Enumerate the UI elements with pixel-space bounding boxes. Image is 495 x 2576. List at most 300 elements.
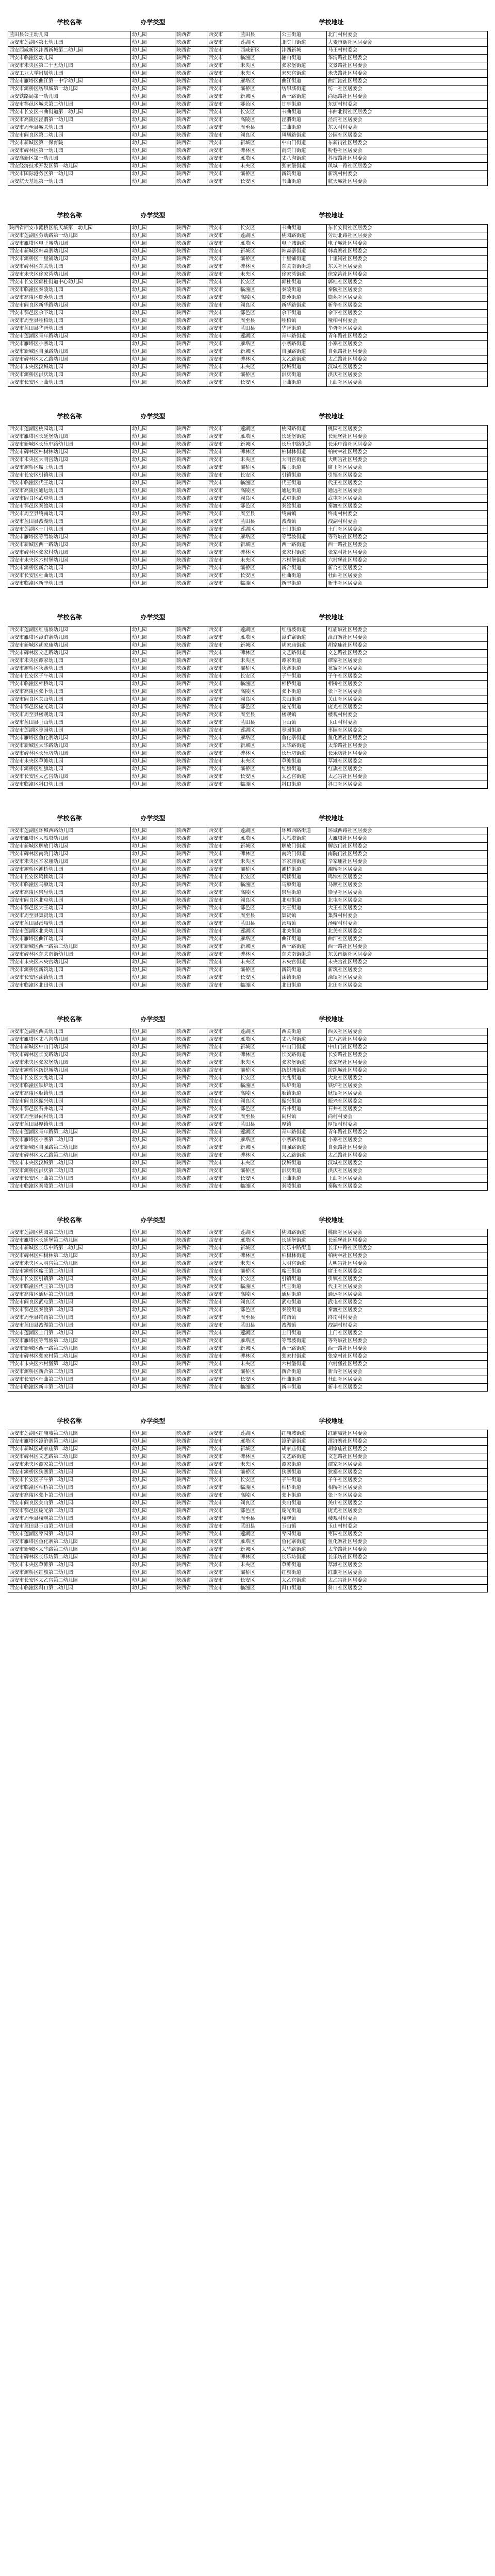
school-name-cell: 西安市鄠邑区秦渡幼儿园 [8,503,131,511]
header-school-name: 学校名称 [8,1211,131,1229]
table-row [8,897,488,905]
province-cell: 陕西省 [175,967,207,974]
district-cell: 未央区 [239,1461,280,1469]
community-cell: 尚德路社区居委会 [327,93,488,101]
city-cell: 西安市 [207,1361,239,1368]
province-cell: 陕西省 [175,557,207,565]
community-cell: 文艺路社区居委会 [327,650,488,657]
school-type-cell: 幼儿园 [131,1562,175,1569]
province-cell: 陕西省 [175,232,207,240]
street-cell: 长乐坊街道 [280,750,327,758]
province-cell: 陕西省 [175,503,207,511]
school-type-cell: 幼儿园 [131,982,175,990]
city-cell: 西安市 [207,178,239,186]
district-cell: 蓝田县 [239,719,280,727]
province-cell: 陕西省 [175,959,207,967]
community-cell: 公园社区居委会 [327,132,488,140]
school-name-cell: 西安市雁塔区鱼化寨第二幼儿园 [8,1538,131,1546]
community-cell: 洩湖村村委会 [327,518,488,526]
table-row [8,750,488,758]
community-cell: 王曲社区居委会 [327,1175,488,1183]
table-row [8,719,488,727]
district-cell: 临潼区 [239,781,280,789]
city-cell: 西安市 [207,1268,239,1276]
district-cell: 阎良区 [239,1098,280,1106]
district-cell: 莲湖区 [239,928,280,936]
school-name-cell: 西安市阎良区振兴幼儿园 [8,1098,131,1106]
community-cell: 小寨社区居委会 [327,341,488,348]
school-name-cell: 西安市碑林区文艺路幼儿园 [8,650,131,657]
city-cell: 西安市 [207,951,239,959]
city-cell: 西安市 [207,433,239,441]
table-row [8,240,488,248]
school-type-cell: 幼儿园 [131,310,175,317]
city-cell: 西安市 [207,1299,239,1307]
table-row [8,727,488,735]
province-cell: 陕西省 [175,1167,207,1175]
city-cell: 西安市 [207,1245,239,1252]
school-name-cell: 西安市阎良区武屯第二幼儿园 [8,1299,131,1307]
city-cell: 西安市 [207,750,239,758]
school-name-cell: 西安市周至县终南第二幼儿园 [8,1314,131,1322]
community-cell: 郭杜社区居委会 [327,279,488,286]
province-cell: 陕西省 [175,928,207,936]
district-cell: 阎良区 [239,1500,280,1507]
city-cell: 西安市 [207,735,239,742]
school-type-cell: 幼儿园 [131,1237,175,1245]
province-cell: 陕西省 [175,70,207,78]
district-cell: 碑林区 [239,263,280,271]
city-cell: 西安市 [207,147,239,155]
community-cell: 新筑村村委会 [327,171,488,178]
street-cell: 大明宫街道 [280,1260,327,1268]
community-cell: 厚镇村村委会 [327,1121,488,1129]
street-cell: 二曲街道 [280,124,327,132]
street-cell: 泾渭街道 [280,116,327,124]
province-cell: 陕西省 [175,225,207,232]
school-type-cell: 幼儿园 [131,843,175,851]
province-cell: 陕西省 [175,31,207,39]
school-type-cell: 幼儿园 [131,681,175,688]
province-cell: 陕西省 [175,325,207,333]
street-cell: 通远街道 [280,1291,327,1299]
table-row [8,1546,488,1554]
community-cell: 西关社区居委会 [327,1028,488,1036]
school-type-cell: 幼儿园 [131,1044,175,1052]
city-cell: 西安市 [207,565,239,572]
school-type-cell: 幼儿园 [131,1322,175,1330]
district-cell: 阎良区 [239,1299,280,1307]
school-name-cell: 西安市蓝田县洩湖第二幼儿园 [8,1322,131,1330]
community-cell: 汤峪村村委会 [327,920,488,928]
school-type-cell: 幼儿园 [131,1283,175,1291]
school-name-cell: 西安市雁塔区等驾坡第二幼儿园 [8,1337,131,1345]
community-cell: 纺一社区居委会 [327,86,488,93]
district-cell: 新城区 [239,541,280,549]
city-cell: 西安市 [207,781,239,789]
city-cell: 西安市 [207,503,239,511]
school-type-cell: 幼儿园 [131,912,175,920]
community-cell: 王曲社区居委会 [327,379,488,387]
city-cell: 西安市 [207,1075,239,1082]
school-type-cell: 幼儿园 [131,294,175,302]
district-cell: 新城区 [239,742,280,750]
province-cell: 陕西省 [175,1028,207,1036]
school-name-cell: 西安铁路局第一幼儿园 [8,93,131,101]
document-page [0,13,495,186]
school-name-cell: 西安市莲湖区环城西路幼儿园 [8,827,131,835]
city-cell: 西安市 [207,1260,239,1268]
street-cell: 子午街道 [280,1477,327,1484]
district-cell: 高陵区 [239,116,280,124]
school-name-cell: 西安市未央区草滩第二幼儿园 [8,1562,131,1569]
community-cell: 太乙宫社区居委会 [327,1577,488,1585]
community-cell: 韦曲北街社区居委会 [327,109,488,116]
table-row [8,1276,488,1283]
school-type-cell: 幼儿园 [131,1384,175,1392]
street-cell: 中山门街道 [280,1044,327,1052]
school-type-cell: 幼儿园 [131,1098,175,1106]
header-row [8,809,488,827]
table-row [8,1361,488,1368]
school-type-cell: 幼儿园 [131,1291,175,1299]
school-name-cell: 西安市临潼区铁炉幼儿园 [8,1082,131,1090]
school-name-cell: 西安市未央区徐家湾幼儿园 [8,271,131,279]
school-type-cell: 幼儿园 [131,348,175,356]
province-cell: 陕西省 [175,518,207,526]
street-cell: 张家村街道 [280,549,327,557]
district-cell: 莲湖区 [239,39,280,47]
school-name-cell: 西安市新城区西一路第三幼儿园 [8,1345,131,1353]
table-row [8,116,488,124]
school-name-cell: 西安市蓝田县玉山幼儿园 [8,719,131,727]
school-type-cell: 幼儿园 [131,1577,175,1585]
school-type-cell: 幼儿园 [131,657,175,665]
school-type-cell: 幼儿园 [131,1067,175,1075]
school-name-cell: 西安航天基地第一幼儿园 [8,178,131,186]
city-cell: 西安市 [207,487,239,495]
street-cell: 崇皇街道 [280,889,327,897]
school-type-cell: 幼儿园 [131,781,175,789]
community-cell: 谭家社区居委会 [327,1461,488,1469]
school-name-cell: 西安市临潼区相桥第二幼儿园 [8,1484,131,1492]
province-cell: 陕西省 [175,1129,207,1137]
street-cell: 胡家庙街道 [280,1446,327,1453]
city-cell: 西安市 [207,310,239,317]
community-cell: 长乐坊社区居委会 [327,1554,488,1562]
street-cell: 太乙宫街道 [280,773,327,781]
city-cell: 西安市 [207,1430,239,1438]
province-cell: 陕西省 [175,1121,207,1129]
province-cell: 陕西省 [175,1353,207,1361]
street-cell: 小寨路街道 [280,1137,327,1144]
school-name-cell: 西安市新城区解放门幼儿园 [8,843,131,851]
school-name-cell: 西安市碑林区太乙路幼儿园 [8,356,131,364]
school-name-cell: 西安市莲湖区桃园幼儿园 [8,426,131,433]
city-cell: 西安市 [207,1461,239,1469]
district-cell: 雁塔区 [239,835,280,843]
school-name-cell: 西安市鄠邑区大王幼儿园 [8,905,131,912]
province-cell: 陕西省 [175,681,207,688]
province-cell: 陕西省 [175,951,207,959]
city-cell: 西安市 [207,271,239,279]
community-cell: 大明宫社区居委会 [327,456,488,464]
province-cell: 陕西省 [175,426,207,433]
table-row [8,55,488,62]
table-row [8,1453,488,1461]
table-row [8,1144,488,1152]
street-cell: 红庙坡街道 [280,626,327,634]
street-cell: 等驾坡街道 [280,1337,327,1345]
province-cell: 陕西省 [175,1554,207,1562]
school-name-cell: 西安市灞桥区新筑幼儿园 [8,967,131,974]
table-row [8,874,488,882]
province-cell: 陕西省 [175,1376,207,1384]
table-row [8,93,488,101]
province-cell: 陕西省 [175,657,207,665]
city-cell: 西安市 [207,356,239,364]
community-cell: 相桥社区居委会 [327,1484,488,1492]
province-cell: 陕西省 [175,78,207,86]
table-row [8,132,488,140]
header-school-address: 学校地址 [175,809,488,827]
table-row [8,1554,488,1562]
district-cell: 新城区 [239,1446,280,1453]
community-cell: 土门社区居委会 [327,526,488,534]
city-cell: 西安市 [207,742,239,750]
school-name-cell: 西安市未央区第二十五幼儿园 [8,62,131,70]
city-cell: 西安市 [207,1376,239,1384]
street-cell: 电子城街道 [280,240,327,248]
province-cell: 陕西省 [175,371,207,379]
street-cell: 洩湖镇 [280,1322,327,1330]
school-name-cell: 西安市临潼区新丰第二幼儿园 [8,1384,131,1392]
school-type-cell: 幼儿园 [131,858,175,866]
community-cell: 桃园社区居委会 [327,1229,488,1237]
school-type-cell: 幼儿园 [131,356,175,364]
table-row [8,147,488,155]
street-cell: 终南镇 [280,511,327,518]
table-row [8,1515,488,1523]
community-cell: 青年路社区居委会 [327,1129,488,1137]
school-name-cell: 西安市长安区太乙宫幼儿园 [8,773,131,781]
province-cell: 陕西省 [175,294,207,302]
table-row [8,155,488,163]
city-cell: 西安市 [207,1106,239,1113]
table-row [8,1330,488,1337]
street-cell: 桃园路街道 [280,426,327,433]
district-cell: 莲湖区 [239,1229,280,1237]
school-type-cell: 幼儿园 [131,1523,175,1531]
school-name-cell: 西安市新城区中山门幼儿园 [8,1044,131,1052]
district-cell: 高陵区 [239,294,280,302]
province-cell: 陕西省 [175,1384,207,1392]
community-cell: 西一路社区居委会 [327,1345,488,1353]
table-row [8,889,488,897]
province-cell: 陕西省 [175,433,207,441]
table-row [8,580,488,588]
school-name-cell: 西安市未央区六村堡幼儿园 [8,557,131,565]
district-cell: 阎良区 [239,302,280,310]
street-cell: 环城西路街道 [280,827,327,835]
street-cell: 青年路街道 [280,333,327,341]
street-cell: 韩森寨街道 [280,248,327,256]
school-name-cell: 西安市鄠邑区石井幼儿园 [8,1106,131,1113]
district-cell: 鄠邑区 [239,310,280,317]
community-cell: 太乙路社区居委会 [327,356,488,364]
community-cell: 环城西路社区居委会 [327,827,488,835]
street-cell: 石井街道 [280,1106,327,1113]
street-cell: 庞光街道 [280,704,327,711]
community-cell: 大麦市街社区居委会 [327,39,488,47]
community-cell: 鸣犊社区居委会 [327,874,488,882]
table-row [8,711,488,719]
school-name-cell: 西安市莲湖区西关幼儿园 [8,1028,131,1036]
city-cell: 西安市 [207,912,239,920]
community-cell: 草滩社区居委会 [327,1562,488,1569]
school-type-cell: 幼儿园 [131,882,175,889]
community-cell: 红庙坡社区居委会 [327,1430,488,1438]
school-type-cell: 幼儿园 [131,1361,175,1368]
school-type-cell: 幼儿园 [131,626,175,634]
school-type-cell: 幼儿园 [131,1585,175,1592]
province-cell: 陕西省 [175,727,207,735]
city-cell: 西安市 [207,1477,239,1484]
city-cell: 西安市 [207,78,239,86]
street-cell: 北关街道 [280,928,327,936]
province-cell: 陕西省 [175,1446,207,1453]
city-cell: 西安市 [207,835,239,843]
district-cell: 长安区 [239,874,280,882]
table-row [8,835,488,843]
street-cell: 华胥街道 [280,325,327,333]
province-cell: 陕西省 [175,882,207,889]
street-cell: 张家堡街道 [280,1059,327,1067]
table-row [8,511,488,518]
city-cell: 西安市 [207,240,239,248]
school-type-cell: 幼儿园 [131,696,175,704]
school-name-cell: 西安市灞桥区新合幼儿园 [8,565,131,572]
table-row [8,1113,488,1121]
community-cell: 余下社区居委会 [327,310,488,317]
school-name-cell: 西安市雁塔区长延堡第二幼儿园 [8,1237,131,1245]
city-cell: 西安市 [207,1515,239,1523]
district-cell: 未央区 [239,1059,280,1067]
district-cell: 灞桥区 [239,1268,280,1276]
school-name-cell: 西安市未央区草滩幼儿园 [8,758,131,766]
school-name-cell: 西安市新城区第一保育院 [8,140,131,147]
school-type-cell: 幼儿园 [131,441,175,449]
school-type-cell: 幼儿园 [131,526,175,534]
province-cell: 陕西省 [175,101,207,109]
street-cell: 狄寨街道 [280,665,327,673]
school-name-cell: 西安市长安区杜曲幼儿园 [8,572,131,580]
district-cell: 碑林区 [239,1453,280,1461]
school-type-cell: 幼儿园 [131,163,175,171]
province-cell: 陕西省 [175,1044,207,1052]
province-cell: 陕西省 [175,271,207,279]
province-cell: 陕西省 [175,1175,207,1183]
street-cell: 辛家庙街道 [280,858,327,866]
school-type-cell: 幼儿园 [131,750,175,758]
street-cell: 新合街道 [280,565,327,572]
street-cell: 灞桥街道 [280,866,327,874]
table-row [8,1160,488,1167]
community-cell: 庞光社区居委会 [327,704,488,711]
table-row [8,31,488,39]
table-row [8,302,488,310]
province-cell: 陕西省 [175,1569,207,1577]
district-cell: 周至县 [239,711,280,719]
street-cell: 青年路街道 [280,1129,327,1137]
community-cell: 新丰社区居委会 [327,580,488,588]
city-cell: 西安市 [207,688,239,696]
table-row [8,263,488,271]
district-cell: 蓝田县 [239,325,280,333]
school-type-cell: 幼儿园 [131,688,175,696]
district-cell: 长安区 [239,974,280,982]
school-type-cell: 幼儿园 [131,951,175,959]
province-cell: 陕西省 [175,912,207,920]
district-cell: 莲湖区 [239,1129,280,1137]
header-school-address: 学校地址 [175,1211,488,1229]
table-row [8,1492,488,1500]
community-cell: 振兴社区居委会 [327,1098,488,1106]
table-row [8,294,488,302]
city-cell: 西安市 [207,727,239,735]
school-type-cell: 幼儿园 [131,55,175,62]
school-name-cell: 西安市新城区胡家庙幼儿园 [8,642,131,650]
community-cell: 华清路社区居委会 [327,55,488,62]
school-name-cell: 西安市雁塔区大雁塔幼儿园 [8,835,131,843]
street-cell: 鹿苑街道 [280,294,327,302]
community-cell: 六村堡社区居委会 [327,557,488,565]
district-cell: 莲湖区 [239,626,280,634]
community-cell: 玉山村村委会 [327,1523,488,1531]
district-cell: 灞桥区 [239,565,280,572]
city-cell: 西安市 [207,766,239,773]
city-cell: 西安市 [207,232,239,240]
school-type-cell: 幼儿园 [131,742,175,750]
community-cell: 关山社区居委会 [327,1500,488,1507]
school-type-cell: 幼儿园 [131,835,175,843]
community-cell: 庞光社区居委会 [327,1507,488,1515]
city-cell: 西安市 [207,657,239,665]
street-cell: 漳浒寨街道 [280,634,327,642]
school-type-cell: 幼儿园 [131,1368,175,1376]
school-type-cell: 幼儿园 [131,1337,175,1345]
header-row [8,13,488,31]
street-cell: 徐家湾街道 [280,271,327,279]
school-type-cell: 幼儿园 [131,1345,175,1353]
district-cell: 灞桥区 [239,86,280,93]
district-cell: 临潼区 [239,1283,280,1291]
school-name-cell: 西安市周至县终南幼儿园 [8,511,131,518]
community-cell: 北屯社区居委会 [327,897,488,905]
header-school-name: 学校名称 [8,13,131,31]
community-cell: 太华路社区居委会 [327,742,488,750]
district-cell: 灞桥区 [239,866,280,874]
school-type-cell: 幼儿园 [131,928,175,936]
district-cell: 长安区 [239,1175,280,1183]
school-name-cell: 西安市蓝田县汤峪幼儿园 [8,920,131,928]
province-cell: 陕西省 [175,1368,207,1376]
city-cell: 西安市 [207,256,239,263]
province-cell: 陕西省 [175,472,207,480]
province-cell: 陕西省 [175,1268,207,1276]
table-row [8,1477,488,1484]
district-cell: 碑林区 [239,356,280,364]
